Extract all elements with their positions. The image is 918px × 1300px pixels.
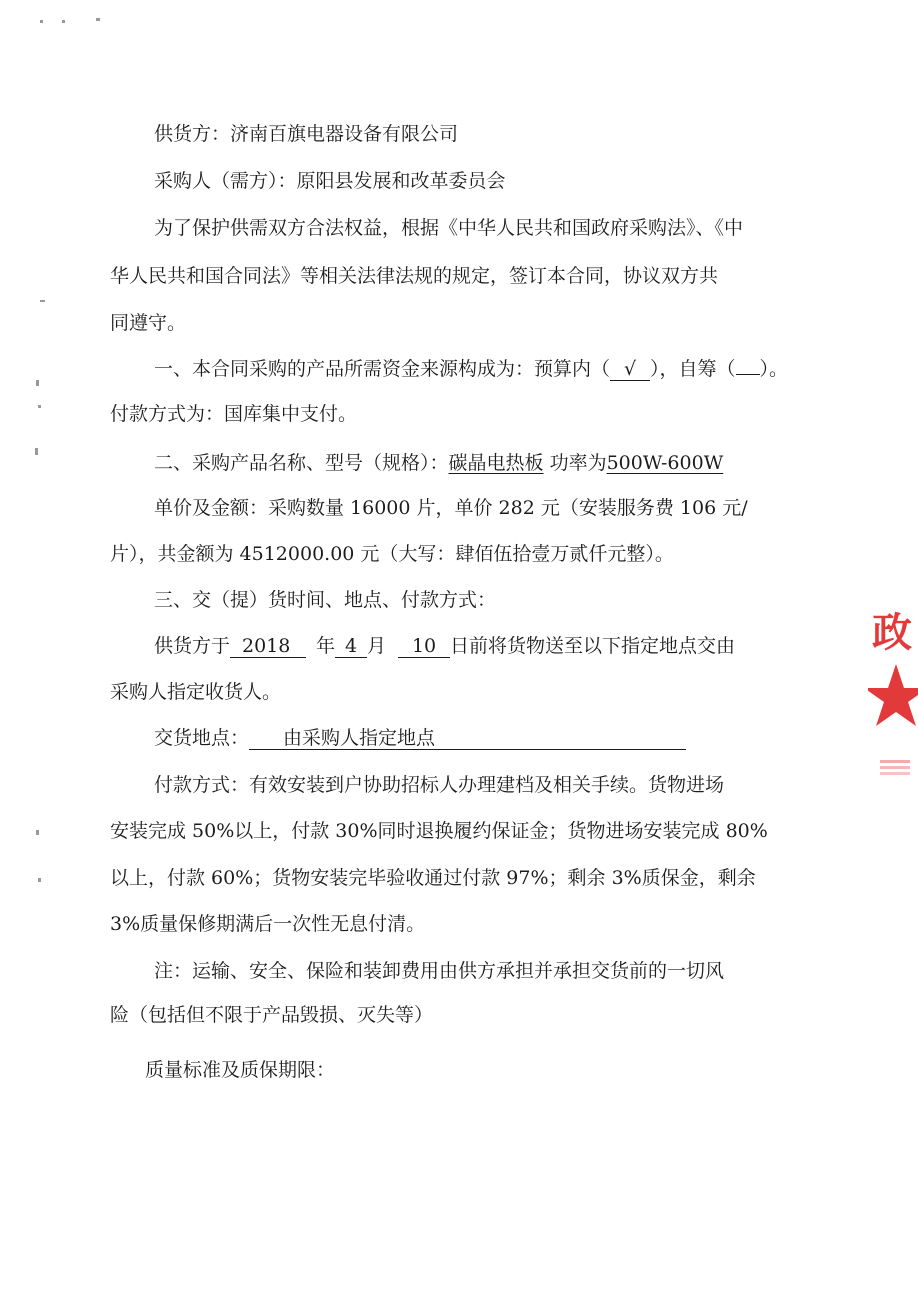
- delivery-year: 2018: [230, 635, 306, 658]
- clause1-line-2: 付款方式为：国库集中支付。: [110, 403, 358, 425]
- scan-speck: [38, 405, 41, 408]
- payment-line-2: 安装完成 50%以上，付款 30%同时退换履约保证金；货物进场安装完成 80%: [110, 820, 768, 842]
- quality-heading: 质量标准及质保期限：: [145, 1059, 336, 1081]
- intro-line-3: 同遵守。: [110, 312, 187, 334]
- buyer-label: 采购人（需方）：: [154, 170, 297, 192]
- intro-line-2: 华人民共和国合同法》等相关法律法规的规定，签订本合同，协议双方共: [110, 265, 719, 287]
- delivery-date-line: [154, 633, 854, 659]
- place-label: 交货地点：: [154, 727, 250, 749]
- self-funded-blank: [736, 374, 760, 375]
- clause2-line-2: 单价及金额：采购数量 16000 片，单价 282 元（安装服务费 106 元/: [154, 497, 748, 519]
- scan-speck: [62, 20, 65, 23]
- scan-speck: [36, 380, 39, 386]
- scan-speck: [36, 830, 39, 835]
- delivery-prefix: 供货方于: [154, 635, 231, 657]
- delivery-day: 10: [398, 635, 450, 658]
- buyer-line: [154, 168, 854, 194]
- clause3-heading: 三、交（提）货时间、地点、付款方式：: [154, 589, 497, 611]
- delivery-suffix: 日前将货物送至以下指定地点交由: [450, 635, 736, 657]
- clause1-line-1: [154, 356, 854, 382]
- clause1-suffix: ）。: [759, 358, 789, 380]
- power-label: 功率为: [549, 452, 607, 474]
- supplier-label: 供货方：: [154, 123, 231, 145]
- supplier-name: 济南百旗电器设备有限公司: [230, 123, 459, 145]
- clause1-mid: ），自筹（: [650, 358, 736, 380]
- scan-speck: [40, 20, 43, 23]
- intro-line-1: 为了保护供需双方合法权益，根据《中华人民共和国政府采购法》、《中: [154, 217, 744, 239]
- payment-line-3: 以上，付款 60%；货物安装完毕验收通过付款 97%；剩余 3%质保金，剩余: [110, 867, 756, 889]
- product-name: 碳晶电热板: [448, 452, 544, 474]
- month-label: 月: [367, 635, 387, 657]
- delivery-line-2: 采购人指定收货人。: [110, 681, 282, 703]
- clause1-prefix: 一、本合同采购的产品所需资金来源构成为：预算内（: [154, 358, 611, 380]
- year-label: 年: [316, 635, 336, 657]
- payment-line-1: 付款方式：有效安装到户协助招标人办理建档及相关手续。货物进场: [154, 774, 725, 796]
- delivery-place-value: 由采购人指定地点: [249, 727, 686, 750]
- scan-speck: [35, 448, 38, 455]
- budget-check-mark: √: [610, 358, 650, 381]
- seal-mark-1: [880, 760, 910, 763]
- scan-speck: [40, 300, 45, 302]
- note-line-2: 险（包括但不限于产品毁损、灭失等）: [110, 1004, 434, 1026]
- seal-text-fragment: 政: [872, 609, 912, 656]
- scan-speck: [38, 878, 41, 882]
- payment-line-4: 3%质量保修期满后一次性无息付清。: [110, 913, 426, 935]
- power-value: 500W-600W: [606, 452, 724, 474]
- seal-star-icon: [868, 664, 918, 726]
- seal-mark-2: [880, 766, 910, 769]
- official-seal-fragment: [868, 590, 918, 790]
- note-line-1: 注：运输、安全、保险和装卸费用由供方承担并承担交货前的一切风: [154, 960, 725, 982]
- seal-mark-3: [880, 772, 910, 775]
- delivery-month: 4: [335, 635, 367, 658]
- delivery-place-line: [154, 725, 854, 751]
- clause2-line-1: [154, 450, 854, 476]
- clause2-line-3: 片），共金额为 4512000.00 元（大写：肆佰伍拾壹万贰仟元整）。: [110, 543, 674, 565]
- scan-speck: [96, 18, 100, 21]
- supplier-line: [154, 121, 854, 147]
- buyer-name: 原阳县发展和改革委员会: [296, 170, 506, 192]
- clause2-prefix: 二、采购产品名称、型号（规格）：: [154, 452, 449, 474]
